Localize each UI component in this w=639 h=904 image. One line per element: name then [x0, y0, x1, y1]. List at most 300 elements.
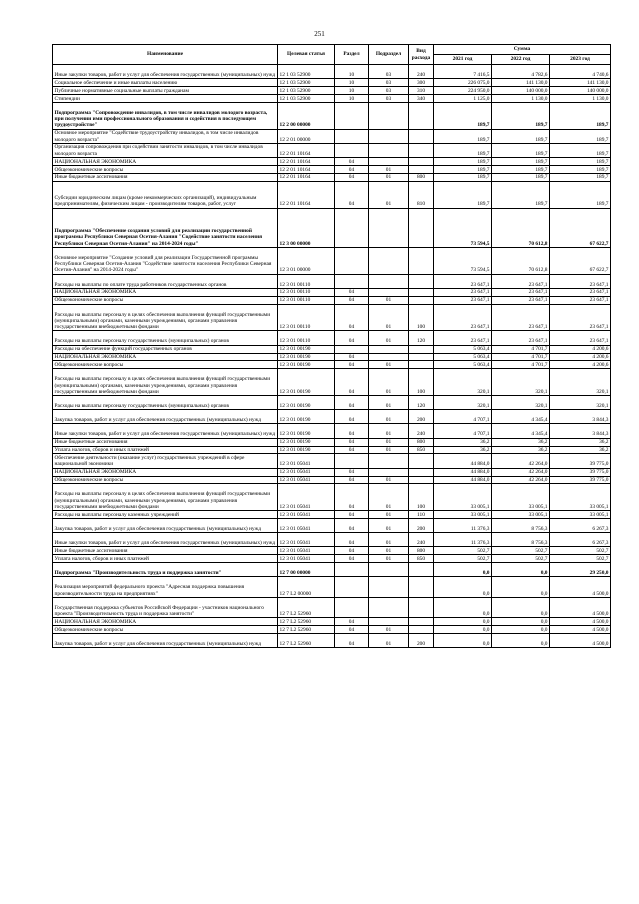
- table-row: [53, 87, 611, 95]
- row-subsection: [369, 345, 409, 353]
- table-row: [53, 396, 611, 410]
- row-target-article: 12 3 01 05041: [278, 511, 335, 519]
- header-year-2023: 2023 год: [550, 55, 611, 65]
- row-subsection: 01: [369, 634, 409, 648]
- row-section: [335, 129, 369, 143]
- row-target-article: 12 2 01 00000: [278, 129, 335, 143]
- row-subsection: [369, 577, 409, 598]
- row-sum-2022: 320,1: [492, 396, 550, 410]
- row-sum-2021: 1 125,0: [434, 94, 492, 102]
- row-subsection: 03: [369, 79, 409, 87]
- row-expense-type: [409, 102, 434, 129]
- row-name: Расходы на выплаты персоналу в целях обеспечения выполнения функций государственными (муниципальными) органами, казенными учреждениями, органами управления государственными внебюджетными фондами: [53, 484, 278, 511]
- row-expense-type: 800: [409, 438, 434, 446]
- row-name: Реализация мероприятий федерального проекта "Адресная поддержка повышения производительности труда на предприятиях": [53, 577, 278, 598]
- row-name: НАЦИОНАЛЬНАЯ ЭКОНОМИКА: [53, 353, 278, 361]
- row-target-article: 12 3 01 00190: [278, 369, 335, 396]
- row-subsection: 01: [369, 446, 409, 454]
- row-subsection: 01: [369, 533, 409, 547]
- row-sum-2022: 8 756,3: [492, 533, 550, 547]
- table-row: [53, 563, 611, 577]
- row-sum-2022: 502,7: [492, 547, 550, 555]
- row-sum-2021: 0,0: [434, 626, 492, 634]
- row-section: 04: [335, 331, 369, 345]
- row-sum-2023: 4 500,0: [550, 597, 611, 618]
- row-target-article: 12 1 03 52900: [278, 65, 335, 79]
- table-row: [53, 555, 611, 563]
- row-subsection: [369, 454, 409, 468]
- row-name: Расходы на выплаты по оплате труда работников государственных органов: [53, 274, 278, 288]
- row-sum-2023: 36,2: [550, 438, 611, 446]
- row-sum-2022: 0,0: [492, 626, 550, 634]
- row-name: НАЦИОНАЛЬНАЯ ЭКОНОМИКА: [53, 288, 278, 296]
- row-section: [335, 454, 369, 468]
- row-sum-2023: 4 200,6: [550, 361, 611, 369]
- row-target-article: 12 3 00 00000: [278, 208, 335, 247]
- row-section: [335, 597, 369, 618]
- row-sum-2021: 23 647,1: [434, 296, 492, 304]
- row-name: НАЦИОНАЛЬНАЯ ЭКОНОМИКА: [53, 618, 278, 626]
- row-subsection: [369, 563, 409, 577]
- row-subsection: 03: [369, 87, 409, 95]
- row-name: Общеэкономические вопросы: [53, 165, 278, 173]
- row-sum-2022: 42 264,0: [492, 468, 550, 476]
- row-sum-2023: 4 740,6: [550, 65, 611, 79]
- row-name: Иные бюджетные ассигнования: [53, 438, 278, 446]
- row-name: Общеэкономические вопросы: [53, 361, 278, 369]
- row-expense-type: 310: [409, 87, 434, 95]
- row-sum-2023: 1 130,0: [550, 94, 611, 102]
- row-section: 04: [335, 353, 369, 361]
- row-target-article: 12 3 01 00110: [278, 331, 335, 345]
- table-row: [53, 165, 611, 173]
- row-expense-type: [409, 208, 434, 247]
- row-sum-2022: 4 782,6: [492, 65, 550, 79]
- row-section: 04: [335, 288, 369, 296]
- row-subsection: [369, 247, 409, 274]
- row-target-article: 12 3 01 05041: [278, 468, 335, 476]
- row-sum-2022: 141 130,0: [492, 79, 550, 87]
- row-section: 04: [335, 511, 369, 519]
- table-row: [53, 446, 611, 454]
- row-sum-2022: 36,2: [492, 446, 550, 454]
- row-sum-2023: 4 500,0: [550, 626, 611, 634]
- row-sum-2023: 189,7: [550, 173, 611, 181]
- row-sum-2023: 189,7: [550, 158, 611, 166]
- row-subsection: 01: [369, 331, 409, 345]
- row-target-article: 12 3 01 05041: [278, 484, 335, 511]
- row-sum-2022: 0,0: [492, 634, 550, 648]
- table-row: [53, 208, 611, 247]
- row-subsection: 01: [369, 369, 409, 396]
- row-subsection: 01: [369, 547, 409, 555]
- row-sum-2022: 4 701,7: [492, 345, 550, 353]
- row-expense-type: 240: [409, 533, 434, 547]
- row-sum-2021: 23 647,1: [434, 304, 492, 331]
- row-section: 04: [335, 361, 369, 369]
- row-sum-2023: 23 647,1: [550, 296, 611, 304]
- row-sum-2022: 23 647,1: [492, 304, 550, 331]
- row-sum-2023: 3 844,3: [550, 410, 611, 424]
- row-name: Стипендии: [53, 94, 278, 102]
- header-section: Раздел: [335, 45, 369, 65]
- row-sum-2023: 3 844,3: [550, 424, 611, 438]
- row-expense-type: [409, 129, 434, 143]
- row-sum-2023: 29 250,0: [550, 563, 611, 577]
- row-sum-2023: 502,7: [550, 555, 611, 563]
- row-name: Социальное обеспечение и иные выплаты населению: [53, 79, 278, 87]
- row-sum-2023: 33 005,1: [550, 484, 611, 511]
- row-sum-2023: 39 775,0: [550, 454, 611, 468]
- row-expense-type: 100: [409, 304, 434, 331]
- row-section: 04: [335, 410, 369, 424]
- row-expense-type: 120: [409, 331, 434, 345]
- row-name: Субсидии юридическим лицам (кроме некоммерческих организаций), индивидуальным предпринимателям, физическим лицам - производителям товаров, работ, услуг: [53, 181, 278, 208]
- row-expense-type: 240: [409, 424, 434, 438]
- row-section: 04: [335, 476, 369, 484]
- table-row: [53, 331, 611, 345]
- row-section: 10: [335, 94, 369, 102]
- row-subsection: 01: [369, 410, 409, 424]
- row-expense-type: [409, 618, 434, 626]
- table-row: [53, 618, 611, 626]
- row-section: 10: [335, 87, 369, 95]
- row-expense-type: [409, 288, 434, 296]
- row-sum-2023: 23 647,1: [550, 331, 611, 345]
- row-sum-2021: 224 950,0: [434, 87, 492, 95]
- row-subsection: 01: [369, 438, 409, 446]
- row-expense-type: 340: [409, 94, 434, 102]
- row-sum-2023: 67 622,7: [550, 247, 611, 274]
- row-sum-2021: 33 005,1: [434, 511, 492, 519]
- row-target-article: 12 2 01 10164: [278, 165, 335, 173]
- table-row: [53, 626, 611, 634]
- row-sum-2022: 70 612,8: [492, 247, 550, 274]
- row-sum-2023: 502,7: [550, 547, 611, 555]
- row-name: Государственная поддержка субъектов Российской Федерации - участников национального проекта "Производительность труда и поддержка занятости": [53, 597, 278, 618]
- row-sum-2023: 4 500,0: [550, 618, 611, 626]
- row-section: 04: [335, 181, 369, 208]
- row-section: 04: [335, 634, 369, 648]
- row-target-article: 12 2 01 10164: [278, 181, 335, 208]
- row-sum-2021: 0,0: [434, 634, 492, 648]
- row-sum-2021: 189,7: [434, 129, 492, 143]
- row-sum-2023: 189,7: [550, 165, 611, 173]
- row-subsection: 01: [369, 304, 409, 331]
- table-row: [53, 247, 611, 274]
- row-sum-2022: 502,7: [492, 555, 550, 563]
- row-expense-type: [409, 597, 434, 618]
- row-expense-type: [409, 345, 434, 353]
- row-expense-type: 120: [409, 396, 434, 410]
- row-target-article: 12 1 03 52900: [278, 87, 335, 95]
- row-sum-2022: 189,7: [492, 143, 550, 157]
- row-name: Расходы на выплаты персоналу казенных учреждений: [53, 511, 278, 519]
- row-target-article: 12 3 01 00190: [278, 353, 335, 361]
- row-section: [335, 247, 369, 274]
- row-section: [335, 102, 369, 129]
- row-target-article: 12 2 01 10164: [278, 158, 335, 166]
- row-target-article: 12 7 L2 52960: [278, 634, 335, 648]
- header-year-2021: 2021 год: [434, 55, 492, 65]
- row-sum-2023: 4 500,0: [550, 577, 611, 598]
- row-expense-type: [409, 143, 434, 157]
- table-row: [53, 484, 611, 511]
- table-row: [53, 65, 611, 79]
- row-section: 04: [335, 296, 369, 304]
- row-name: Подпрограмма "Сопровождение инвалидов, в том числе инвалидов молодого возраста, при получении ими профессионального образования и содействия в последующем трудоустройстве": [53, 102, 278, 129]
- row-subsection: 01: [369, 165, 409, 173]
- row-sum-2021: 36,2: [434, 438, 492, 446]
- table-row: [53, 288, 611, 296]
- row-sum-2021: 73 594,5: [434, 247, 492, 274]
- table-row: [53, 597, 611, 618]
- row-expense-type: 200: [409, 519, 434, 533]
- row-name: Публичные нормативные социальные выплаты гражданам: [53, 87, 278, 95]
- row-name: Закупка товаров, работ и услуг для обеспечения государственных (муниципальных) нужд: [53, 410, 278, 424]
- row-subsection: [369, 208, 409, 247]
- row-expense-type: 850: [409, 446, 434, 454]
- table-row: [53, 274, 611, 288]
- row-subsection: 01: [369, 296, 409, 304]
- table-row: [53, 353, 611, 361]
- row-sum-2022: 1 130,0: [492, 94, 550, 102]
- header-sum: Сумма: [434, 45, 611, 55]
- row-sum-2021: 189,7: [434, 173, 492, 181]
- row-section: [335, 274, 369, 288]
- row-subsection: [369, 143, 409, 157]
- row-sum-2021: 189,7: [434, 165, 492, 173]
- row-sum-2023: 23 647,1: [550, 304, 611, 331]
- row-target-article: 12 1 03 52900: [278, 79, 335, 87]
- table-row: [53, 577, 611, 598]
- row-section: 04: [335, 519, 369, 533]
- row-sum-2022: 0,0: [492, 597, 550, 618]
- table-row: [53, 129, 611, 143]
- row-subsection: 01: [369, 476, 409, 484]
- row-sum-2021: 23 647,1: [434, 288, 492, 296]
- table-row: [53, 533, 611, 547]
- row-section: 04: [335, 446, 369, 454]
- row-sum-2021: 502,7: [434, 555, 492, 563]
- row-name: НАЦИОНАЛЬНАЯ ЭКОНОМИКА: [53, 468, 278, 476]
- row-expense-type: [409, 577, 434, 598]
- row-target-article: 12 3 01 00190: [278, 345, 335, 353]
- row-sum-2022: 320,1: [492, 369, 550, 396]
- row-name: НАЦИОНАЛЬНАЯ ЭКОНОМИКА: [53, 158, 278, 166]
- row-sum-2023: 320,1: [550, 396, 611, 410]
- row-sum-2021: 44 884,0: [434, 476, 492, 484]
- row-expense-type: 800: [409, 547, 434, 555]
- row-section: [335, 345, 369, 353]
- row-target-article: 12 3 01 05041: [278, 454, 335, 468]
- row-target-article: 12 3 01 00000: [278, 247, 335, 274]
- row-sum-2021: 0,0: [434, 563, 492, 577]
- row-section: 04: [335, 165, 369, 173]
- row-sum-2021: 23 647,1: [434, 274, 492, 288]
- row-sum-2022: 189,7: [492, 181, 550, 208]
- row-name: Подпрограмма "Обеспечение создания условий для реализации государственной программы Республики Северная Осетия-Алания "Содействие занятости населения Республики Северная Осетия-Алания" на 2014-2024 годы": [53, 208, 278, 247]
- page-number: 251: [314, 30, 325, 38]
- row-sum-2023: 6 267,3: [550, 533, 611, 547]
- row-sum-2023: 6 267,3: [550, 519, 611, 533]
- row-sum-2022: 42 264,0: [492, 476, 550, 484]
- table-row: [53, 304, 611, 331]
- row-expense-type: [409, 158, 434, 166]
- row-name: Расходы на выплаты персоналу государственных (муниципальных) органов: [53, 331, 278, 345]
- row-sum-2021: 189,7: [434, 158, 492, 166]
- row-name: Обеспечение деятельности (оказание услуг) государственных учреждений в сфере национальной экономики: [53, 454, 278, 468]
- table-row: [53, 410, 611, 424]
- header-subsection: Подраздел: [369, 45, 409, 65]
- table-row: [53, 438, 611, 446]
- row-sum-2022: 189,7: [492, 173, 550, 181]
- row-sum-2022: 140 000,0: [492, 87, 550, 95]
- row-name: Уплата налогов, сборов и иных платежей: [53, 446, 278, 454]
- row-sum-2023: 189,7: [550, 181, 611, 208]
- row-name: Иные бюджетные ассигнования: [53, 547, 278, 555]
- row-target-article: 12 2 00 00000: [278, 102, 335, 129]
- row-sum-2021: 33 005,1: [434, 484, 492, 511]
- table-row: [53, 79, 611, 87]
- row-expense-type: [409, 563, 434, 577]
- row-expense-type: [409, 361, 434, 369]
- row-expense-type: [409, 353, 434, 361]
- row-subsection: 01: [369, 361, 409, 369]
- row-section: [335, 563, 369, 577]
- row-target-article: 12 3 01 00190: [278, 424, 335, 438]
- table-row: [53, 468, 611, 476]
- row-name: Расходы на выплаты персоналу государственных (муниципальных) органов: [53, 396, 278, 410]
- row-name: Закупка товаров, работ и услуг для обеспечения государственных (муниципальных) нужд: [53, 634, 278, 648]
- row-sum-2021: 0,0: [434, 597, 492, 618]
- row-section: 04: [335, 369, 369, 396]
- row-expense-type: [409, 454, 434, 468]
- row-section: [335, 208, 369, 247]
- row-sum-2023: 189,7: [550, 143, 611, 157]
- row-sum-2021: 7 416,5: [434, 65, 492, 79]
- row-sum-2023: 189,7: [550, 102, 611, 129]
- row-sum-2022: 189,7: [492, 129, 550, 143]
- row-subsection: 01: [369, 555, 409, 563]
- row-target-article: 12 3 01 00190: [278, 361, 335, 369]
- row-subsection: [369, 353, 409, 361]
- row-expense-type: [409, 476, 434, 484]
- row-section: 04: [335, 396, 369, 410]
- row-sum-2022: 189,7: [492, 165, 550, 173]
- row-subsection: 03: [369, 65, 409, 79]
- row-sum-2021: 73 594,5: [434, 208, 492, 247]
- row-target-article: 12 3 01 00110: [278, 274, 335, 288]
- row-subsection: 01: [369, 181, 409, 208]
- row-name: Иные закупки товаров, работ и услуг для обеспечения государственных (муниципальных) нужд: [53, 533, 278, 547]
- row-subsection: [369, 597, 409, 618]
- row-sum-2021: 5 063,4: [434, 353, 492, 361]
- row-target-article: 12 2 01 10164: [278, 143, 335, 157]
- row-target-article: 12 3 01 05041: [278, 519, 335, 533]
- row-sum-2023: 320,1: [550, 369, 611, 396]
- row-target-article: 12 3 01 05041: [278, 555, 335, 563]
- row-sum-2021: 44 884,0: [434, 454, 492, 468]
- row-subsection: 01: [369, 511, 409, 519]
- row-sum-2021: 5 063,4: [434, 361, 492, 369]
- row-target-article: 12 3 01 05041: [278, 547, 335, 555]
- row-sum-2021: 4 707,1: [434, 424, 492, 438]
- row-sum-2022: 23 647,1: [492, 288, 550, 296]
- row-name: Общеэкономические вопросы: [53, 626, 278, 634]
- row-name: Закупка товаров, работ и услуг для обеспечения государственных (муниципальных) нужд: [53, 519, 278, 533]
- row-name: Основное мероприятие "Создание условий для реализации Государственной программы Республики Северная Осетия-Алания "Содействие занятости населения Республики Северная Осетия-Алания" на 2014-2024 годы": [53, 247, 278, 274]
- row-sum-2022: 0,0: [492, 563, 550, 577]
- row-target-article: 12 3 01 00190: [278, 396, 335, 410]
- row-sum-2021: 0,0: [434, 618, 492, 626]
- row-section: 04: [335, 158, 369, 166]
- row-sum-2023: 140 000,0: [550, 87, 611, 95]
- row-subsection: [369, 618, 409, 626]
- header-year-2022: 2022 год: [492, 55, 550, 65]
- row-target-article: 12 3 01 00110: [278, 304, 335, 331]
- row-name: Основное мероприятие "Содействие трудоустройству инвалидов, в том числе инвалидов молодого возраста": [53, 129, 278, 143]
- table-row: [53, 547, 611, 555]
- row-expense-type: 100: [409, 484, 434, 511]
- header-expense-type: Вид расхода: [409, 45, 434, 65]
- row-name: Уплата налогов, сборов и иных платежей: [53, 555, 278, 563]
- row-expense-type: 800: [409, 173, 434, 181]
- row-subsection: 01: [369, 484, 409, 511]
- row-sum-2021: 11 376,3: [434, 533, 492, 547]
- row-section: [335, 143, 369, 157]
- row-sum-2021: 320,1: [434, 369, 492, 396]
- row-expense-type: [409, 626, 434, 634]
- row-sum-2022: 8 756,3: [492, 519, 550, 533]
- row-subsection: 01: [369, 519, 409, 533]
- row-subsection: 01: [369, 396, 409, 410]
- row-name: Организация сопровождения при содействии занятости инвалидов, в том числе инвалидов молодого возраста: [53, 143, 278, 157]
- row-section: 04: [335, 424, 369, 438]
- row-subsection: [369, 102, 409, 129]
- row-sum-2022: 4 345,4: [492, 424, 550, 438]
- row-section: 04: [335, 547, 369, 555]
- row-sum-2021: 5 063,4: [434, 345, 492, 353]
- row-sum-2021: 189,7: [434, 181, 492, 208]
- row-expense-type: 100: [409, 369, 434, 396]
- row-target-article: 12 2 01 10164: [278, 173, 335, 181]
- row-expense-type: [409, 296, 434, 304]
- row-sum-2023: 141 130,0: [550, 79, 611, 87]
- table-row: [53, 424, 611, 438]
- row-expense-type: 850: [409, 555, 434, 563]
- row-target-article: 12 7 00 00000: [278, 563, 335, 577]
- row-section: 04: [335, 484, 369, 511]
- row-sum-2022: 4 701,7: [492, 353, 550, 361]
- row-expense-type: 810: [409, 181, 434, 208]
- row-sum-2022: 4 701,7: [492, 361, 550, 369]
- row-sum-2021: 226 075,0: [434, 79, 492, 87]
- row-expense-type: [409, 468, 434, 476]
- row-target-article: 12 7 L2 52960: [278, 618, 335, 626]
- row-target-article: 12 7 L2 00000: [278, 577, 335, 598]
- row-section: 04: [335, 618, 369, 626]
- row-sum-2023: 4 500,0: [550, 634, 611, 648]
- row-section: 10: [335, 65, 369, 79]
- table-row: [53, 369, 611, 396]
- row-name: Иные закупки товаров, работ и услуг для обеспечения государственных (муниципальных) нужд: [53, 424, 278, 438]
- row-subsection: [369, 274, 409, 288]
- table-row: [53, 143, 611, 157]
- budget-table: [52, 44, 611, 648]
- row-subsection: [369, 468, 409, 476]
- row-sum-2022: 33 005,1: [492, 511, 550, 519]
